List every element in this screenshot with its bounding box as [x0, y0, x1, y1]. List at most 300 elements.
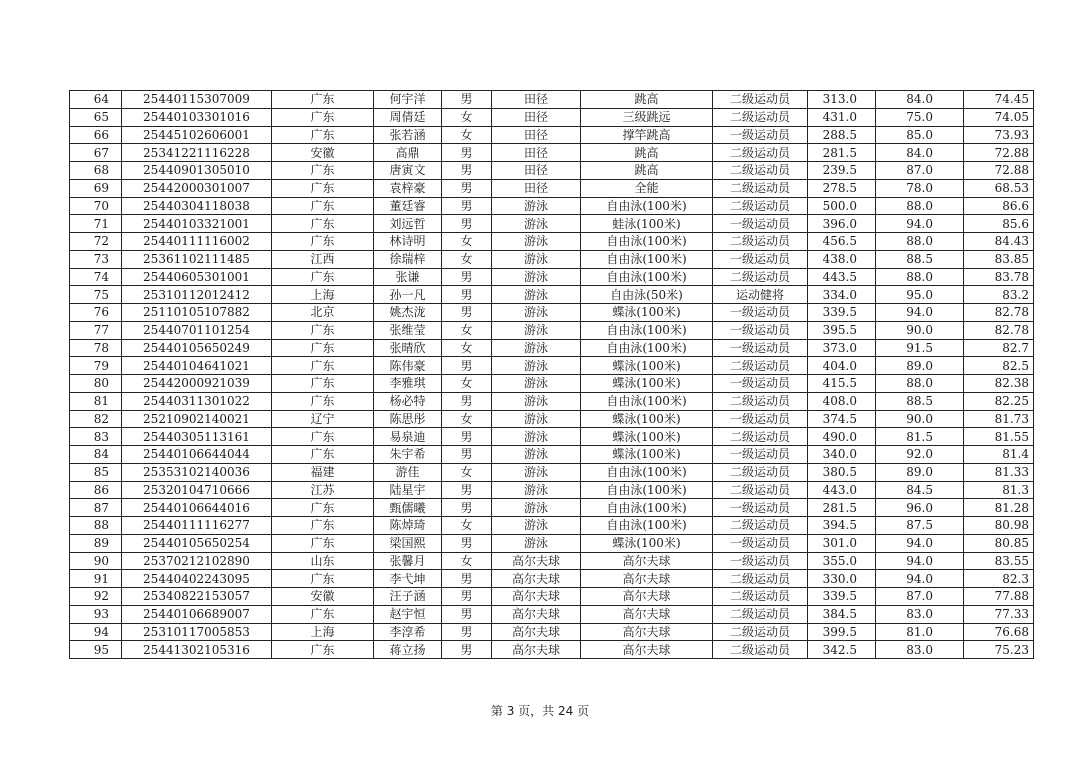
student-name-cell: 张馨月: [374, 552, 442, 570]
table-row: [70, 268, 1034, 286]
final-score-cell: 77.33: [964, 605, 1034, 623]
student-name-cell: 袁梓豪: [374, 179, 442, 197]
student-name-cell: 何宇洋: [374, 91, 442, 109]
sport-cell: 游泳: [492, 481, 581, 499]
test-score-cell: 339.5: [808, 304, 876, 322]
final-score-cell: 82.7: [964, 339, 1034, 357]
student-name-cell: 陆星宇: [374, 481, 442, 499]
exam-id-cell: 25442000301007: [122, 179, 272, 197]
table-row: [70, 499, 1034, 517]
province-cell: 广东: [272, 605, 374, 623]
event-cell: 三级跳远: [581, 108, 713, 126]
student-name-cell: 李雅琪: [374, 375, 442, 393]
sport-cell: 高尔夫球: [492, 605, 581, 623]
event-cell: 蝶泳(100米): [581, 357, 713, 375]
gender-cell: 男: [442, 197, 492, 215]
professional-score-cell: 96.0: [876, 499, 964, 517]
event-cell: 自由泳(100米): [581, 250, 713, 268]
row-number-cell: 86: [70, 481, 122, 499]
exam-id-cell: 25310112012412: [122, 286, 272, 304]
event-cell: 自由泳(100米): [581, 233, 713, 251]
exam-id-cell: 25442000921039: [122, 375, 272, 393]
test-score-cell: 408.0: [808, 392, 876, 410]
final-score-cell: 76.68: [964, 623, 1034, 641]
row-number-cell: 94: [70, 623, 122, 641]
sport-cell: 游泳: [492, 250, 581, 268]
final-score-cell: 82.78: [964, 304, 1034, 322]
table-row: [70, 446, 1034, 464]
test-score-cell: 500.0: [808, 197, 876, 215]
professional-score-cell: 88.0: [876, 375, 964, 393]
athlete-level-cell: 二级运动员: [713, 162, 808, 180]
province-cell: 辽宁: [272, 410, 374, 428]
athlete-level-cell: 二级运动员: [713, 641, 808, 659]
exam-id-cell: 25320104710666: [122, 481, 272, 499]
event-cell: 自由泳(100米): [581, 197, 713, 215]
row-number-cell: 85: [70, 463, 122, 481]
table-row: [70, 570, 1034, 588]
sport-cell: 游泳: [492, 446, 581, 464]
student-name-cell: 姚杰泷: [374, 304, 442, 322]
professional-score-cell: 87.0: [876, 588, 964, 606]
table-row: [70, 641, 1034, 659]
final-score-cell: 80.98: [964, 517, 1034, 535]
table-row: [70, 552, 1034, 570]
test-score-cell: 313.0: [808, 91, 876, 109]
table-row: [70, 481, 1034, 499]
exam-id-cell: 25440106644016: [122, 499, 272, 517]
gender-cell: 女: [442, 517, 492, 535]
test-score-cell: 395.5: [808, 321, 876, 339]
athlete-level-cell: 二级运动员: [713, 179, 808, 197]
professional-score-cell: 88.0: [876, 233, 964, 251]
athlete-level-cell: 二级运动员: [713, 197, 808, 215]
exam-id-cell: 25210902140021: [122, 410, 272, 428]
sport-cell: 游泳: [492, 463, 581, 481]
professional-score-cell: 84.0: [876, 91, 964, 109]
final-score-cell: 81.3: [964, 481, 1034, 499]
athlete-level-cell: 一级运动员: [713, 250, 808, 268]
student-name-cell: 朱宇希: [374, 446, 442, 464]
event-cell: 自由泳(100米): [581, 499, 713, 517]
final-score-cell: 73.93: [964, 126, 1034, 144]
professional-score-cell: 91.5: [876, 339, 964, 357]
student-name-cell: 汪子涵: [374, 588, 442, 606]
student-name-cell: 蒋立扬: [374, 641, 442, 659]
final-score-cell: 83.85: [964, 250, 1034, 268]
row-number-cell: 77: [70, 321, 122, 339]
row-number-cell: 66: [70, 126, 122, 144]
event-cell: 自由泳(100米): [581, 392, 713, 410]
table-row: [70, 91, 1034, 109]
page-footer: 第 3 页，共 24 页: [490, 704, 590, 718]
gender-cell: 男: [442, 605, 492, 623]
row-number-cell: 95: [70, 641, 122, 659]
gender-cell: 男: [442, 446, 492, 464]
sport-cell: 游泳: [492, 233, 581, 251]
athlete-level-cell: 一级运动员: [713, 446, 808, 464]
sport-cell: 游泳: [492, 286, 581, 304]
gender-cell: 男: [442, 570, 492, 588]
exam-id-cell: 25445102606001: [122, 126, 272, 144]
professional-score-cell: 87.0: [876, 162, 964, 180]
row-number-cell: 88: [70, 517, 122, 535]
table-row: [70, 215, 1034, 233]
test-score-cell: 355.0: [808, 552, 876, 570]
event-cell: 跳高: [581, 162, 713, 180]
test-score-cell: 431.0: [808, 108, 876, 126]
province-cell: 广东: [272, 446, 374, 464]
athlete-level-cell: 二级运动员: [713, 605, 808, 623]
province-cell: 广东: [272, 428, 374, 446]
professional-score-cell: 89.0: [876, 357, 964, 375]
athlete-level-cell: 二级运动员: [713, 392, 808, 410]
athlete-level-cell: 一级运动员: [713, 321, 808, 339]
event-cell: 蛙泳(100米): [581, 215, 713, 233]
sport-cell: 游泳: [492, 534, 581, 552]
province-cell: 广东: [272, 499, 374, 517]
province-cell: 上海: [272, 286, 374, 304]
gender-cell: 男: [442, 179, 492, 197]
final-score-cell: 68.53: [964, 179, 1034, 197]
row-number-cell: 73: [70, 250, 122, 268]
sport-cell: 游泳: [492, 428, 581, 446]
event-cell: 高尔夫球: [581, 605, 713, 623]
test-score-cell: 239.5: [808, 162, 876, 180]
test-score-cell: 342.5: [808, 641, 876, 659]
province-cell: 广东: [272, 197, 374, 215]
sport-cell: 游泳: [492, 304, 581, 322]
athlete-level-cell: 二级运动员: [713, 623, 808, 641]
table-row: [70, 410, 1034, 428]
sport-cell: 游泳: [492, 268, 581, 286]
student-name-cell: 刘远哲: [374, 215, 442, 233]
exam-id-cell: 25441302105316: [122, 641, 272, 659]
athlete-level-cell: 二级运动员: [713, 268, 808, 286]
test-score-cell: 330.0: [808, 570, 876, 588]
table-row: [70, 233, 1034, 251]
student-name-cell: 陈思彤: [374, 410, 442, 428]
gender-cell: 男: [442, 499, 492, 517]
exam-id-cell: 25370212102890: [122, 552, 272, 570]
final-score-cell: 75.23: [964, 641, 1034, 659]
table-row: [70, 588, 1034, 606]
exam-id-cell: 25440111116277: [122, 517, 272, 535]
event-cell: 跳高: [581, 91, 713, 109]
professional-score-cell: 83.0: [876, 641, 964, 659]
province-cell: 广东: [272, 641, 374, 659]
event-cell: 蝶泳(100米): [581, 446, 713, 464]
athlete-level-cell: 运动健将: [713, 286, 808, 304]
province-cell: 广东: [272, 517, 374, 535]
table-row: [70, 339, 1034, 357]
gender-cell: 女: [442, 552, 492, 570]
professional-score-cell: 92.0: [876, 446, 964, 464]
table-row: [70, 534, 1034, 552]
gender-cell: 女: [442, 321, 492, 339]
row-number-cell: 68: [70, 162, 122, 180]
gender-cell: 女: [442, 233, 492, 251]
final-score-cell: 72.88: [964, 162, 1034, 180]
exam-id-cell: 25440605301001: [122, 268, 272, 286]
student-name-cell: 赵宇恒: [374, 605, 442, 623]
event-cell: 自由泳(100米): [581, 463, 713, 481]
test-score-cell: 339.5: [808, 588, 876, 606]
table-row: [70, 162, 1034, 180]
event-cell: 自由泳(100米): [581, 268, 713, 286]
exam-id-cell: 25440105650254: [122, 534, 272, 552]
test-score-cell: 384.5: [808, 605, 876, 623]
test-score-cell: 281.5: [808, 499, 876, 517]
test-score-cell: 438.0: [808, 250, 876, 268]
professional-score-cell: 90.0: [876, 410, 964, 428]
final-score-cell: 82.3: [964, 570, 1034, 588]
professional-score-cell: 94.0: [876, 304, 964, 322]
table-row: [70, 605, 1034, 623]
row-number-cell: 80: [70, 375, 122, 393]
test-score-cell: 456.5: [808, 233, 876, 251]
final-score-cell: 81.4: [964, 446, 1034, 464]
table-row: [70, 321, 1034, 339]
sport-cell: 田径: [492, 126, 581, 144]
exam-id-cell: 25341221116228: [122, 144, 272, 162]
row-number-cell: 87: [70, 499, 122, 517]
province-cell: 广东: [272, 392, 374, 410]
final-score-cell: 83.78: [964, 268, 1034, 286]
exam-id-cell: 25440115307009: [122, 91, 272, 109]
final-score-cell: 72.88: [964, 144, 1034, 162]
final-score-cell: 74.45: [964, 91, 1034, 109]
row-number-cell: 71: [70, 215, 122, 233]
gender-cell: 男: [442, 588, 492, 606]
row-number-cell: 78: [70, 339, 122, 357]
student-name-cell: 游佳: [374, 463, 442, 481]
table-row: [70, 392, 1034, 410]
table-row: [70, 357, 1034, 375]
event-cell: 高尔夫球: [581, 570, 713, 588]
final-score-cell: 82.5: [964, 357, 1034, 375]
province-cell: 广东: [272, 233, 374, 251]
sport-cell: 高尔夫球: [492, 552, 581, 570]
sport-cell: 田径: [492, 108, 581, 126]
row-number-cell: 75: [70, 286, 122, 304]
sport-cell: 游泳: [492, 392, 581, 410]
event-cell: 跳高: [581, 144, 713, 162]
test-score-cell: 281.5: [808, 144, 876, 162]
athlete-level-cell: 二级运动员: [713, 233, 808, 251]
sport-cell: 游泳: [492, 410, 581, 428]
final-score-cell: 82.78: [964, 321, 1034, 339]
sport-cell: 游泳: [492, 197, 581, 215]
gender-cell: 男: [442, 481, 492, 499]
event-cell: 高尔夫球: [581, 623, 713, 641]
table-row: [70, 144, 1034, 162]
event-cell: 蝶泳(100米): [581, 375, 713, 393]
test-score-cell: 396.0: [808, 215, 876, 233]
student-name-cell: 林诗明: [374, 233, 442, 251]
professional-score-cell: 95.0: [876, 286, 964, 304]
row-number-cell: 81: [70, 392, 122, 410]
row-number-cell: 90: [70, 552, 122, 570]
row-number-cell: 64: [70, 91, 122, 109]
exam-id-cell: 25440304118038: [122, 197, 272, 215]
professional-score-cell: 94.0: [876, 570, 964, 588]
sport-cell: 高尔夫球: [492, 570, 581, 588]
student-name-cell: 董廷睿: [374, 197, 442, 215]
professional-score-cell: 88.5: [876, 250, 964, 268]
athlete-level-cell: 一级运动员: [713, 499, 808, 517]
gender-cell: 男: [442, 91, 492, 109]
final-score-cell: 77.88: [964, 588, 1034, 606]
event-cell: 自由泳(100米): [581, 321, 713, 339]
event-cell: 自由泳(100米): [581, 517, 713, 535]
athlete-level-cell: 一级运动员: [713, 339, 808, 357]
province-cell: 广东: [272, 375, 374, 393]
test-score-cell: 490.0: [808, 428, 876, 446]
event-cell: 蝶泳(100米): [581, 304, 713, 322]
athlete-level-cell: 二级运动员: [713, 570, 808, 588]
student-name-cell: 陈伟豪: [374, 357, 442, 375]
professional-score-cell: 85.0: [876, 126, 964, 144]
professional-score-cell: 94.0: [876, 534, 964, 552]
athlete-level-cell: 二级运动员: [713, 588, 808, 606]
gender-cell: 女: [442, 250, 492, 268]
row-number-cell: 91: [70, 570, 122, 588]
test-score-cell: 443.0: [808, 481, 876, 499]
row-number-cell: 82: [70, 410, 122, 428]
student-name-cell: 易泉迪: [374, 428, 442, 446]
gender-cell: 男: [442, 304, 492, 322]
professional-score-cell: 89.0: [876, 463, 964, 481]
athlete-level-cell: 一级运动员: [713, 304, 808, 322]
student-name-cell: 甄儒曦: [374, 499, 442, 517]
professional-score-cell: 84.5: [876, 481, 964, 499]
professional-score-cell: 81.5: [876, 428, 964, 446]
province-cell: 广东: [272, 339, 374, 357]
professional-score-cell: 83.0: [876, 605, 964, 623]
exam-id-cell: 25440105650249: [122, 339, 272, 357]
table-row: [70, 179, 1034, 197]
gender-cell: 男: [442, 144, 492, 162]
professional-score-cell: 75.0: [876, 108, 964, 126]
exam-id-cell: 25310117005853: [122, 623, 272, 641]
exam-id-cell: 25440111116002: [122, 233, 272, 251]
student-name-cell: 唐寅文: [374, 162, 442, 180]
sport-cell: 游泳: [492, 375, 581, 393]
test-score-cell: 278.5: [808, 179, 876, 197]
gender-cell: 男: [442, 641, 492, 659]
sport-cell: 游泳: [492, 517, 581, 535]
final-score-cell: 80.85: [964, 534, 1034, 552]
exam-id-cell: 25440103301016: [122, 108, 272, 126]
results-table: [69, 90, 1034, 659]
test-score-cell: 374.5: [808, 410, 876, 428]
final-score-cell: 86.6: [964, 197, 1034, 215]
row-number-cell: 74: [70, 268, 122, 286]
student-name-cell: 李弋坤: [374, 570, 442, 588]
table-row: [70, 463, 1034, 481]
province-cell: 广东: [272, 179, 374, 197]
sport-cell: 田径: [492, 162, 581, 180]
test-score-cell: 301.0: [808, 534, 876, 552]
sport-cell: 游泳: [492, 357, 581, 375]
exam-id-cell: 25440305113161: [122, 428, 272, 446]
gender-cell: 男: [442, 357, 492, 375]
student-name-cell: 陈焯琦: [374, 517, 442, 535]
row-number-cell: 84: [70, 446, 122, 464]
sport-cell: 游泳: [492, 499, 581, 517]
sport-cell: 田径: [492, 91, 581, 109]
final-score-cell: 84.43: [964, 233, 1034, 251]
professional-score-cell: 88.0: [876, 197, 964, 215]
sport-cell: 高尔夫球: [492, 641, 581, 659]
province-cell: 上海: [272, 623, 374, 641]
province-cell: 广东: [272, 108, 374, 126]
table-row: [70, 304, 1034, 322]
exam-id-cell: 25440901305010: [122, 162, 272, 180]
exam-id-cell: 25440104641021: [122, 357, 272, 375]
gender-cell: 男: [442, 428, 492, 446]
student-name-cell: 徐瑞梓: [374, 250, 442, 268]
test-score-cell: 404.0: [808, 357, 876, 375]
gender-cell: 男: [442, 162, 492, 180]
province-cell: 北京: [272, 304, 374, 322]
professional-score-cell: 88.5: [876, 392, 964, 410]
province-cell: 广东: [272, 570, 374, 588]
province-cell: 安徽: [272, 144, 374, 162]
professional-score-cell: 78.0: [876, 179, 964, 197]
student-name-cell: 李淳希: [374, 623, 442, 641]
exam-id-cell: 25440103321001: [122, 215, 272, 233]
row-number-cell: 83: [70, 428, 122, 446]
test-score-cell: 399.5: [808, 623, 876, 641]
exam-id-cell: 25440311301022: [122, 392, 272, 410]
row-number-cell: 79: [70, 357, 122, 375]
exam-id-cell: 25340822153057: [122, 588, 272, 606]
test-score-cell: 288.5: [808, 126, 876, 144]
row-number-cell: 92: [70, 588, 122, 606]
province-cell: 广东: [272, 268, 374, 286]
final-score-cell: 81.28: [964, 499, 1034, 517]
event-cell: 自由泳(100米): [581, 481, 713, 499]
gender-cell: 男: [442, 534, 492, 552]
gender-cell: 女: [442, 410, 492, 428]
table-row: [70, 517, 1034, 535]
gender-cell: 男: [442, 392, 492, 410]
sport-cell: 游泳: [492, 321, 581, 339]
final-score-cell: 82.38: [964, 375, 1034, 393]
professional-score-cell: 81.0: [876, 623, 964, 641]
gender-cell: 男: [442, 623, 492, 641]
exam-id-cell: 25353102140036: [122, 463, 272, 481]
row-number-cell: 76: [70, 304, 122, 322]
gender-cell: 女: [442, 126, 492, 144]
athlete-level-cell: 二级运动员: [713, 91, 808, 109]
province-cell: 安徽: [272, 588, 374, 606]
athlete-level-cell: 一级运动员: [713, 126, 808, 144]
event-cell: 蝶泳(100米): [581, 534, 713, 552]
professional-score-cell: 90.0: [876, 321, 964, 339]
province-cell: 广东: [272, 162, 374, 180]
student-name-cell: 张维莹: [374, 321, 442, 339]
province-cell: 广东: [272, 357, 374, 375]
athlete-level-cell: 二级运动员: [713, 108, 808, 126]
province-cell: 广东: [272, 321, 374, 339]
exam-id-cell: 25440402243095: [122, 570, 272, 588]
final-score-cell: 81.55: [964, 428, 1034, 446]
professional-score-cell: 94.0: [876, 215, 964, 233]
student-name-cell: 梁国熙: [374, 534, 442, 552]
